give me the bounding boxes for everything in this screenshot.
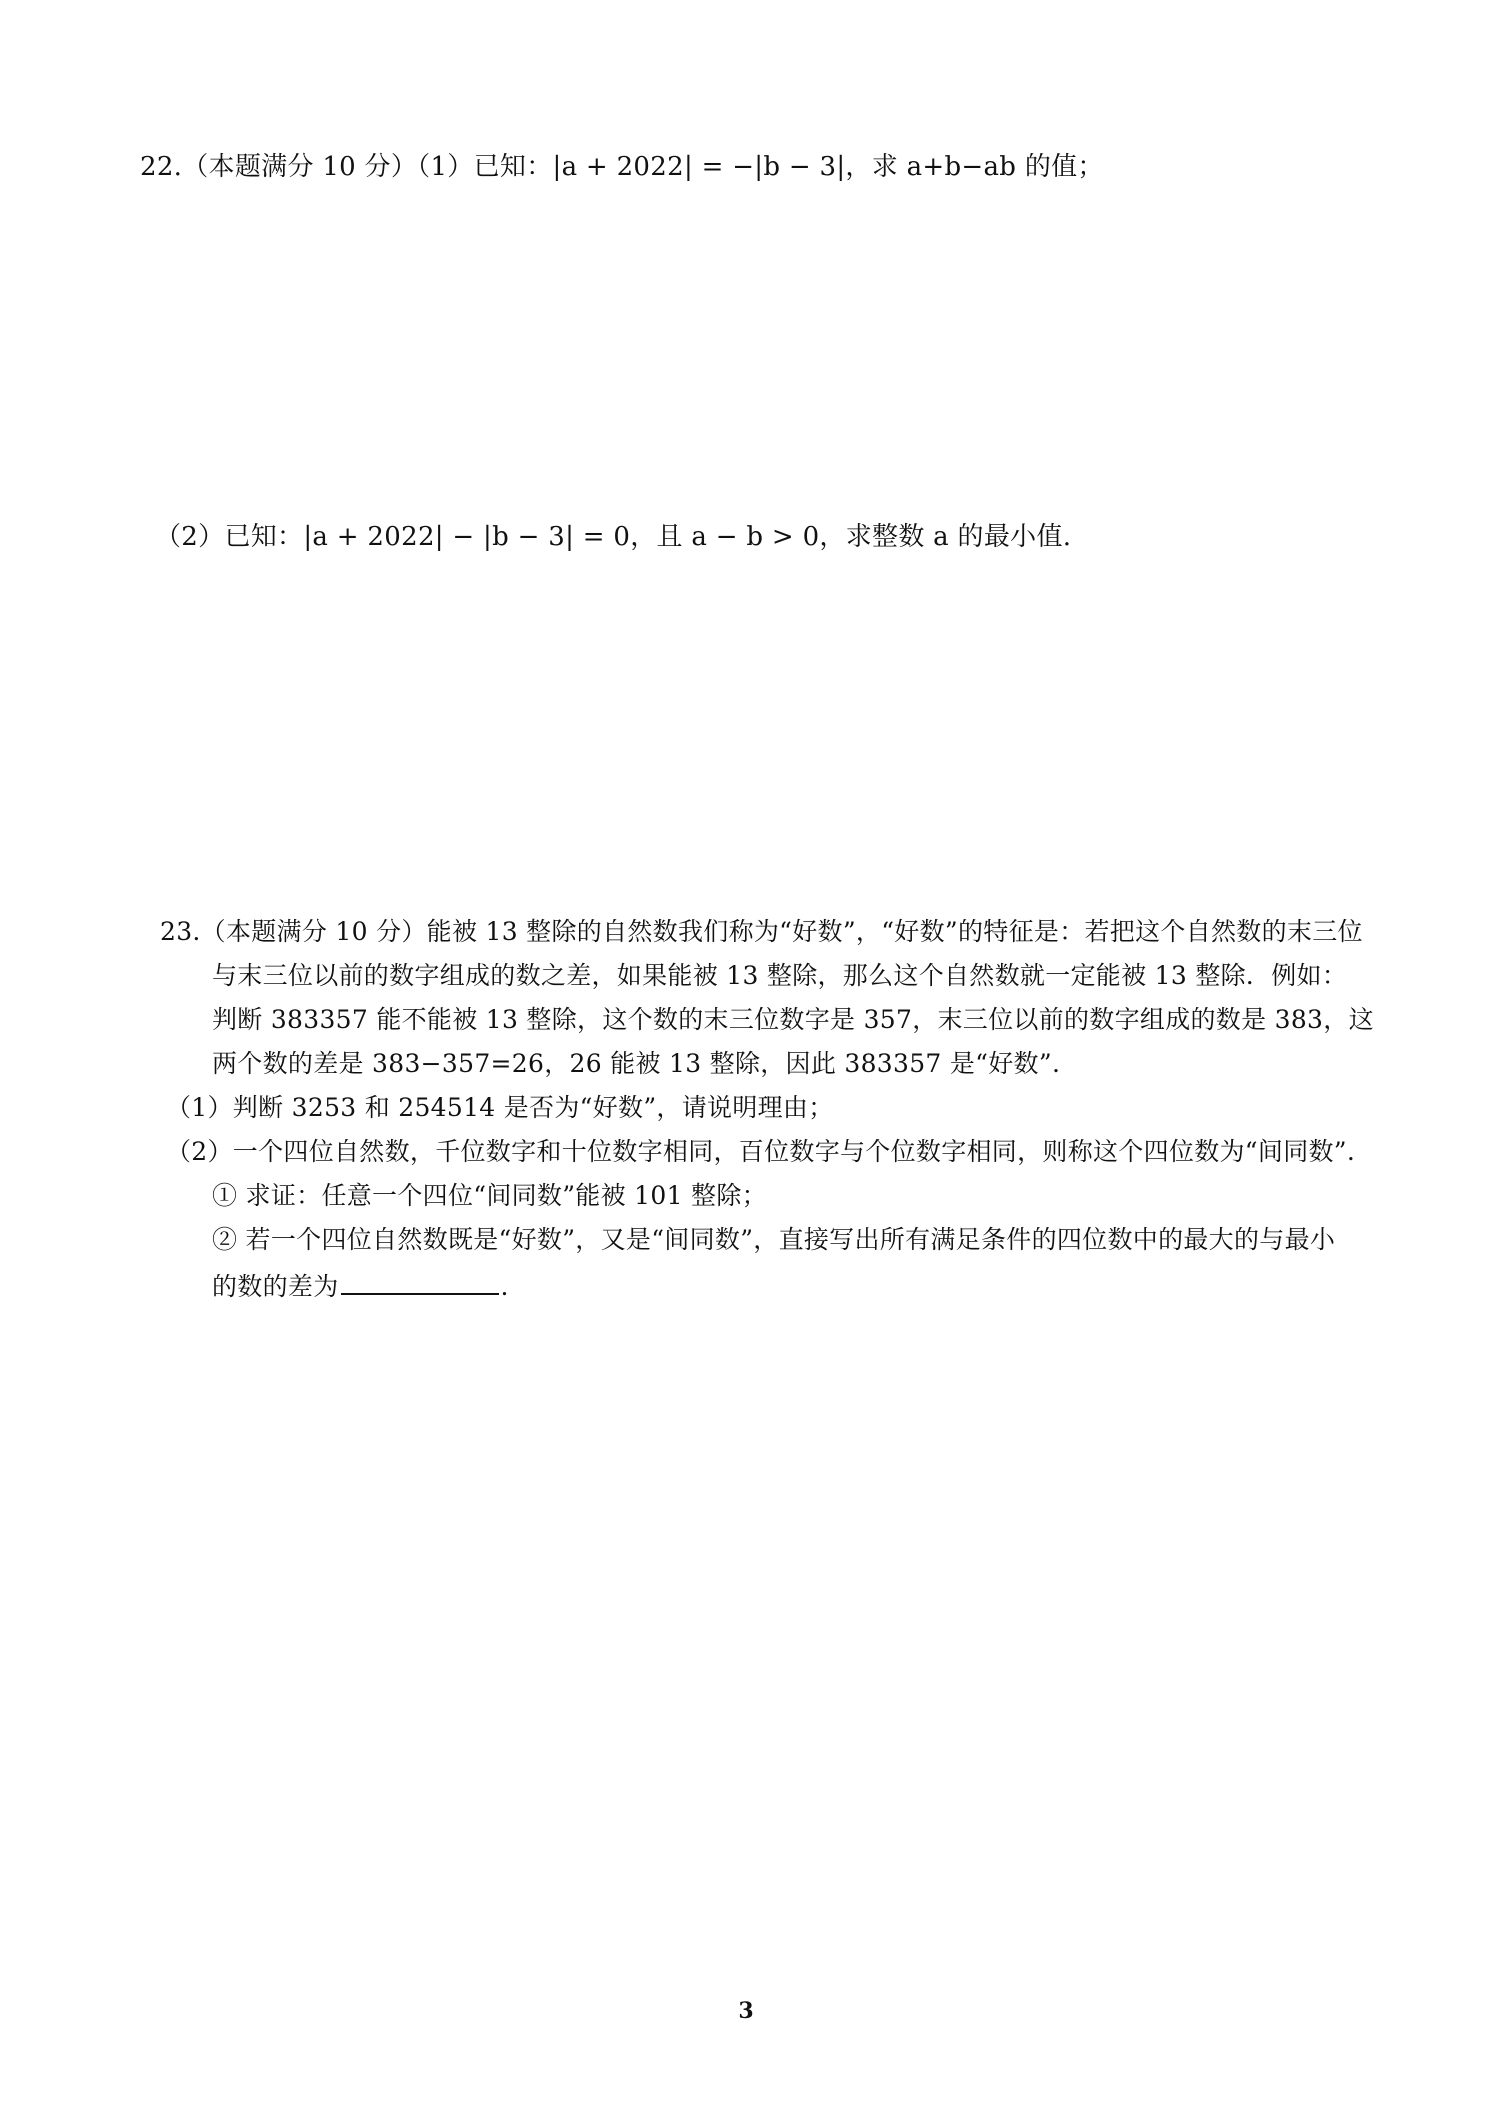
question-23-part2-item1: ① 求证：任意一个四位“间同数”能被 101 整除； [212, 1181, 767, 1210]
page-number: 3 [738, 1998, 754, 2024]
answer-prefix: 的数的差为 [212, 1272, 339, 1301]
question-23-part2-item2-line2 [212, 1267, 509, 1304]
question-23-part2: （2）一个四位自然数，千位数字和十位数字相同，百位数字与个位数字相同，则称这个四位数为“间同数”. [166, 1137, 1356, 1166]
question-23-intro-line2: 与末三位以前的数字组成的数之差，如果能被 13 整除，那么这个自然数就一定能被 13 整除．例如： [212, 961, 1348, 990]
question-23-part1: （1）判断 3253 和 254514 是否为“好数”，请说明理由； [166, 1093, 834, 1122]
question-23-part2-item2-line1: ② 若一个四位自然数既是“好数”，又是“间同数”，直接写出所有满足条件的四位数中的最大的与最小 [212, 1225, 1336, 1254]
question-22-part2: （2）已知：|a + 2022| − |b − 3| = 0，且 a − b > 0，求整数 a 的最小值. [155, 522, 1072, 552]
question-23-intro-line1: 23.（本题满分 10 分）能被 13 整除的自然数我们称为“好数”，“好数”的特征是：若把这个自然数的末三位 [160, 917, 1363, 946]
answer-suffix: . [500, 1272, 509, 1301]
answer-blank[interactable] [341, 1267, 499, 1295]
question-23-intro-line4: 两个数的差是 383−357=26，26 能被 13 整除，因此 383357 是“好数”. [212, 1049, 1061, 1078]
question-22-part1: 22.（本题满分 10 分）（1）已知：|a + 2022| = −|b − 3|，求 a+b−ab 的值； [140, 152, 1104, 182]
question-23-intro-line3: 判断 383357 能不能被 13 整除，这个数的末三位数字是 357，末三位以前的数字组成的数是 383，这 [212, 1005, 1374, 1034]
